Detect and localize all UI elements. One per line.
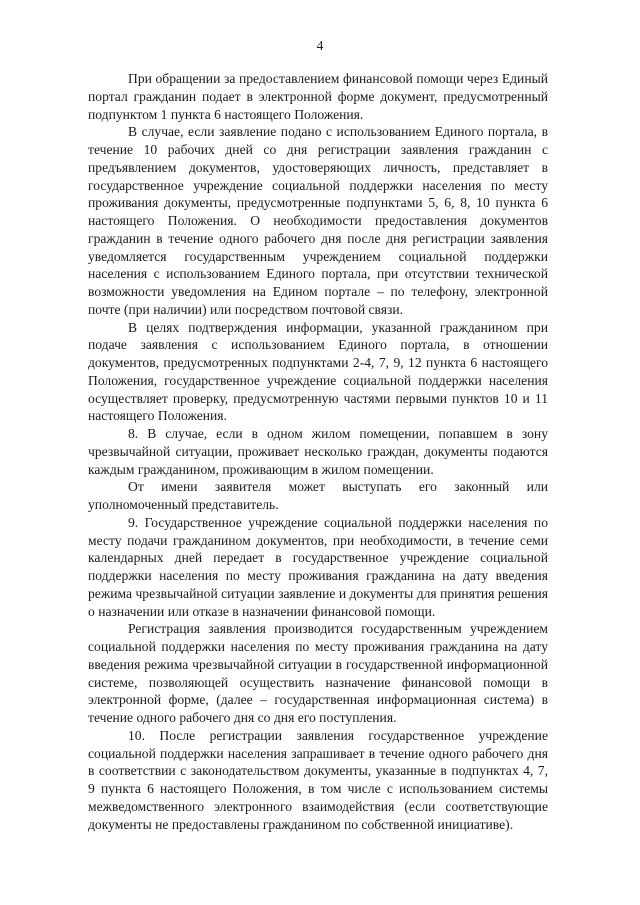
paragraph-registration: Регистрация заявления производится государственным учреждением социальной поддержки населения по месту проживания гражданина на дату введения режима чрезвычайной ситуации в государственной информационной системе, позволяющей осуществить назначение финансовой помощи в электронной форме, (далее – государственная информационная система) в течение одного рабочего дня со дня его поступления. — [88, 621, 548, 725]
paragraph-clause-9: 9. Государственное учреждение социальной поддержки населения по месту подачи гражданином документов, при необходимости, в течение семи календарных дней передает в государственное учреждение социальной поддержки населения по месту проживания гражданина на дату введения режима чрезвычайной ситуации заявление и документы для принятия решения о назначении или отказе в назначении финансовой помощи. — [88, 514, 548, 619]
paragraph-portal-documents-deadline: В случае, если заявление подано с использованием Единого портала, в течение 10 рабочих дней со дня регистрации заявления гражданин с предъявлением документов, удостоверяющих личность, представляет в государственное учреждение социальной поддержки населения по месту проживания документы, предусмотренные подпунктами 5, 6, 8, 10 пункта 6 настоящего Положения. О необходимости предоставления документов гражданин в течение одного рабочего дня после дня регистрации заявления уведомляется государственным учреждением социальной поддержки населения с использованием Единого портала, при отсутствии технической возможности уведомления на Едином портале – по телефону, электронной почте (при наличии) или посредством почтовой связи. — [88, 124, 548, 317]
paragraph-single-portal-submission: При обращении за предоставлением финансовой помощи через Единый портал гражданин подает в электронной форме документ, предусмотренный подпунктом 1 пункта 6 настоящего Положения. — [88, 71, 548, 122]
paragraph-clause-8: 8. В случае, если в одном жилом помещении, попавшем в зону чрезвычайной ситуации, проживает несколько граждан, документы подаются каждым гражданином, проживающим в жилом помещении. — [88, 426, 548, 477]
page-number: 4 — [316, 38, 324, 53]
document-body — [88, 70, 548, 833]
paragraph-clause-10: 10. После регистрации заявления государственное учреждение социальной поддержки населения запрашивает в течение одного рабочего дня в соответствии с законодательством документы, указанные в подпунктах 4, 7, 9 пункта 6 настоящего Положения, в том числе с использованием системы межведомственного электронного взаимодействия (если соответствующие документы не предоставлены гражданином по собственной инициативе). — [88, 727, 548, 832]
paragraph-information-verification: В целях подтверждения информации, указанной гражданином при подаче заявления с использованием Единого портала, в отношении документов, предусмотренных подпунктами 2-4, 7, 9, 12 пункта 6 настоящего Положения, государственное учреждение социальной поддержки населения осуществляет проверку, предусмотренную частями первыми пунктов 10 и 11 настоящего Положения. — [88, 319, 548, 424]
paragraph-representative: От имени заявителя может выступать его законный или уполномоченный представитель. — [88, 479, 548, 512]
